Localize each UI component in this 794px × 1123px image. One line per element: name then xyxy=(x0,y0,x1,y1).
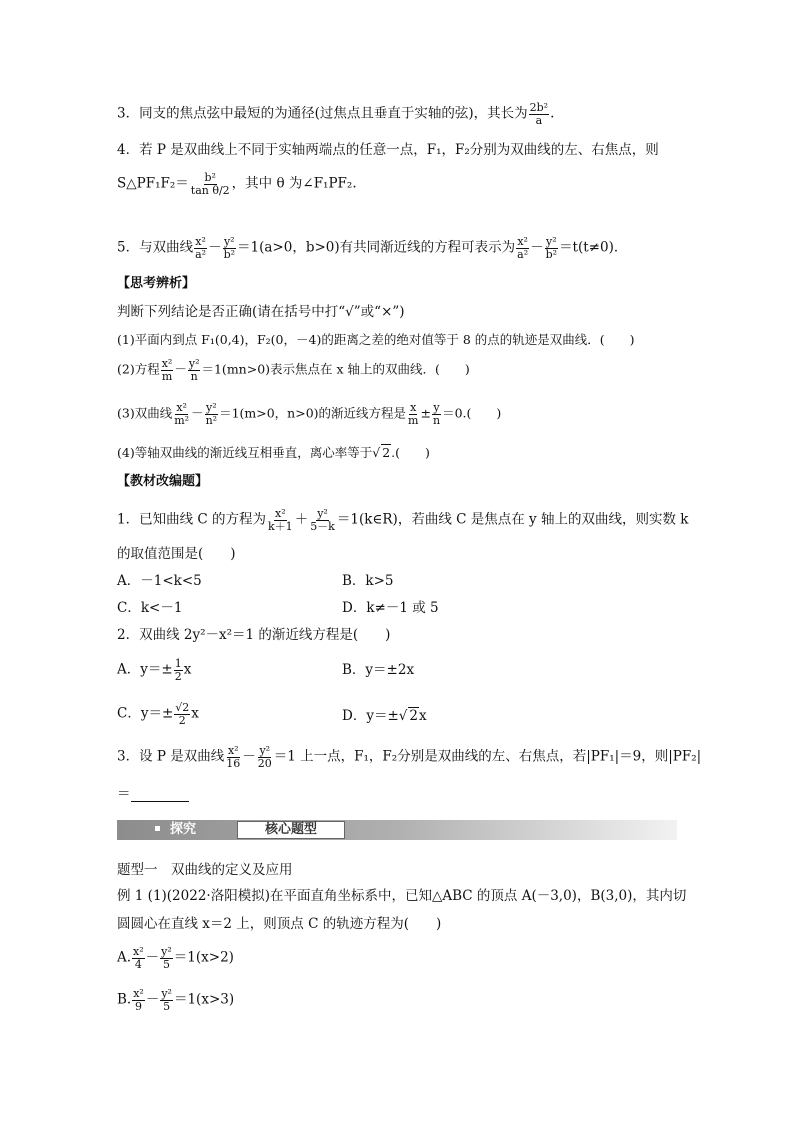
frac-num: y xyxy=(433,401,440,414)
frac xyxy=(309,508,336,532)
frac-den: a² xyxy=(517,247,529,261)
frac xyxy=(132,988,145,1012)
section-title-textbook: 【教材改编题】 xyxy=(117,474,209,489)
frac-num: y² xyxy=(206,401,217,414)
frac-den: b² xyxy=(545,247,558,261)
frac-num: √2 xyxy=(175,701,190,714)
q4-text: (4)等轴双曲线的渐近线互相垂直，离心率等于 xyxy=(117,445,373,460)
q3-text-c: ＝0.( ) xyxy=(442,405,502,421)
opt-text: C．y＝± xyxy=(117,705,174,722)
banner-box: 核心题型 xyxy=(237,821,345,839)
frac-den: tan θ/2 xyxy=(190,183,230,197)
option-2C xyxy=(117,702,199,726)
frac xyxy=(160,988,173,1012)
frac-num: x² xyxy=(133,945,144,958)
opt-text: A．y＝± xyxy=(117,661,173,678)
minus: － xyxy=(145,949,160,966)
p3-text-c: ＝ xyxy=(117,786,131,802)
frac xyxy=(132,946,145,970)
frac-den: 2 xyxy=(174,669,182,683)
judge-q3 xyxy=(117,402,501,426)
q4-text-b: .( ) xyxy=(391,445,430,460)
item-4-end: ，其中 θ 为∠F₁PF₂. xyxy=(231,175,357,192)
problem-1 xyxy=(117,508,688,532)
problem-3-cont xyxy=(117,786,189,802)
item-3-fraction xyxy=(529,102,549,126)
frac-num: y² xyxy=(259,744,271,757)
frac xyxy=(205,402,219,426)
q2-text: (2)方程 xyxy=(117,361,160,377)
item-5-text: 5．与双曲线 xyxy=(117,239,194,256)
frac xyxy=(160,946,173,970)
opt-text: ＝1(x>3) xyxy=(173,991,235,1008)
option-2A xyxy=(117,658,191,682)
item-5-text-b: ＝1(a>0，b>0)有共同渐近线的方程可表示为 xyxy=(237,239,516,256)
problem-1-cont: 的取值范围是( ) xyxy=(117,546,236,562)
opt-text: D．y＝± xyxy=(342,708,399,724)
frac-den: 4 xyxy=(134,957,142,971)
frac-num: y² xyxy=(317,507,328,520)
frac-num: y² xyxy=(223,235,235,248)
option-1D: D．k≠－1 或 5 xyxy=(342,600,439,616)
frac-den: n xyxy=(190,369,198,383)
frac-num: 2b² xyxy=(529,101,549,114)
item-4-fraction xyxy=(190,172,231,196)
frac-den: 20 xyxy=(257,756,272,770)
frac-den: 9 xyxy=(135,999,143,1013)
item-4-area: S△PF₁F₂＝ xyxy=(117,175,189,192)
minus: － xyxy=(174,361,187,377)
judge-q4 xyxy=(117,444,430,460)
opt-text-b: x xyxy=(183,661,192,678)
frac-num: x² xyxy=(275,507,286,520)
q3-text: (3)双曲线 xyxy=(117,405,173,421)
frac-num: x² xyxy=(133,987,144,1000)
frac-den: a² xyxy=(195,247,207,261)
frac xyxy=(161,358,174,382)
frac xyxy=(174,702,190,726)
frac-num: y² xyxy=(546,235,557,248)
opt-text-b: x xyxy=(191,705,199,722)
item-4-line1: 4．若 P 是双曲线上不同于实轴两端点的任意一点，F₁，F₂分别为双曲线的左、右焦点，则 xyxy=(117,142,659,158)
frac xyxy=(223,236,236,260)
frac xyxy=(545,236,558,260)
option-2B: B．y＝±2x xyxy=(342,662,415,678)
frac-den: 5 xyxy=(163,999,171,1013)
p3-text-b: ＝1 上一点，F₁，F₂分别是双曲线的左、右焦点，若|PF₁|＝9，则|PF₂| xyxy=(273,748,702,765)
option-1A: A．－1<k<5 xyxy=(117,573,202,589)
banner-left-label: 探究 xyxy=(170,822,197,837)
sqrt: √ 2 xyxy=(398,708,418,724)
p1-text: 1．已知曲线 C 的方程为 xyxy=(117,511,267,528)
example-option-B xyxy=(117,988,234,1012)
example-option-A xyxy=(117,946,234,970)
frac xyxy=(407,402,419,426)
frac-den: 2 xyxy=(178,713,186,727)
option-2D xyxy=(342,707,427,724)
frac xyxy=(516,236,529,260)
minus: － xyxy=(530,239,544,256)
frac-num: y² xyxy=(188,357,200,370)
option-1C: C．k<－1 xyxy=(117,600,183,616)
section-intro: 判断下列结论是否正确(请在括号中打“√”或“×”) xyxy=(117,304,405,320)
frac-den: m² xyxy=(174,413,190,427)
frac-den: a xyxy=(535,113,543,127)
minus: － xyxy=(191,405,204,421)
frac-num: x² xyxy=(227,744,239,757)
sqrt-radicand: 2 xyxy=(382,445,391,460)
p3-text: 3．设 P 是双曲线 xyxy=(117,748,225,765)
judge-q1: (1)平面内到点 F₁(0,4)，F₂(0，－4)的距离之差的绝对值等于 8 的点的轨迹是双曲线．( ) xyxy=(117,332,635,347)
section-title-thinking: 【思考辨析】 xyxy=(117,276,196,291)
sqrt: √ 2 xyxy=(372,445,391,460)
minus: － xyxy=(242,748,256,765)
item-3-text: 3．同支的焦点弦中最短的为通径(过焦点且垂直于实轴的弦)，其长为 xyxy=(117,105,528,122)
frac xyxy=(173,402,190,426)
opt-text-b: x xyxy=(418,708,427,724)
frac-den: m xyxy=(161,369,173,383)
frac-num: x² xyxy=(176,401,187,414)
frac-num: b² xyxy=(204,171,216,184)
example-line2: 圆圆心在直线 x＝2 上，则顶点 C 的轨迹方程为( ) xyxy=(117,916,442,932)
frac-num: y² xyxy=(161,945,172,958)
frac xyxy=(432,402,441,426)
banner-bar xyxy=(117,820,677,840)
opt-label: A. xyxy=(117,949,132,966)
item-5 xyxy=(117,236,627,260)
frac-num: x² xyxy=(161,357,173,370)
problem-2: 2．双曲线 2y²－x²＝1 的渐近线方程是( ) xyxy=(117,627,391,643)
question-type-title: 题型一 双曲线的定义及应用 xyxy=(117,862,293,878)
plus-minus: ± xyxy=(420,405,431,421)
problem-3 xyxy=(117,745,701,769)
frac-num: x² xyxy=(517,235,528,248)
item-4-line2 xyxy=(117,172,357,196)
item-3 xyxy=(117,102,554,126)
frac-num: y² xyxy=(161,987,172,1000)
frac-den: k＋1 xyxy=(268,519,293,533)
frac-den: 16 xyxy=(226,756,241,770)
minus: － xyxy=(145,991,160,1008)
sqrt-radicand: 2 xyxy=(409,708,418,724)
opt-text: ＝1(x>2) xyxy=(173,949,234,966)
section-banner xyxy=(117,820,677,840)
plus: ＋ xyxy=(294,511,309,528)
item-3-end: . xyxy=(550,105,555,122)
square-bullet-icon xyxy=(155,826,160,831)
frac xyxy=(257,745,273,769)
frac xyxy=(194,236,207,260)
example-line1: 例 1 (1)(2022·洛阳模拟)在平面直角坐标系中，已知△ABC 的顶点 A(－3,0)，B(3,0)，其内切 xyxy=(117,888,687,904)
frac-den: b² xyxy=(223,247,236,261)
frac-den: n xyxy=(432,413,441,427)
frac xyxy=(188,358,201,382)
frac-den: n² xyxy=(205,413,218,427)
banner-left xyxy=(123,820,196,840)
option-1B: B．k>5 xyxy=(342,573,394,589)
answer-blank[interactable] xyxy=(131,789,189,802)
frac xyxy=(267,508,294,532)
frac-num: x xyxy=(410,401,417,414)
frac xyxy=(225,745,241,769)
frac-den: 5 xyxy=(162,957,170,971)
frac-num: 1 xyxy=(174,657,182,670)
frac-num: x² xyxy=(195,235,206,248)
q3-text-b: ＝1(m>0，n>0)的渐近线方程是 xyxy=(219,405,407,421)
frac-den: 5－k xyxy=(310,519,335,533)
q2-text-b: ＝1(mn>0)表示焦点在 x 轴上的双曲线．( ) xyxy=(201,361,470,377)
minus: － xyxy=(208,239,222,256)
frac xyxy=(174,658,183,682)
item-5-text-c: ＝t(t≠0)． xyxy=(559,239,628,256)
p1-text-b: ＝1(k∈R)，若曲线 C 是焦点在 y 轴上的双曲线，则实数 k xyxy=(336,511,689,528)
judge-q2 xyxy=(117,358,470,382)
opt-label: B. xyxy=(117,991,132,1008)
frac-den: m xyxy=(408,413,419,427)
